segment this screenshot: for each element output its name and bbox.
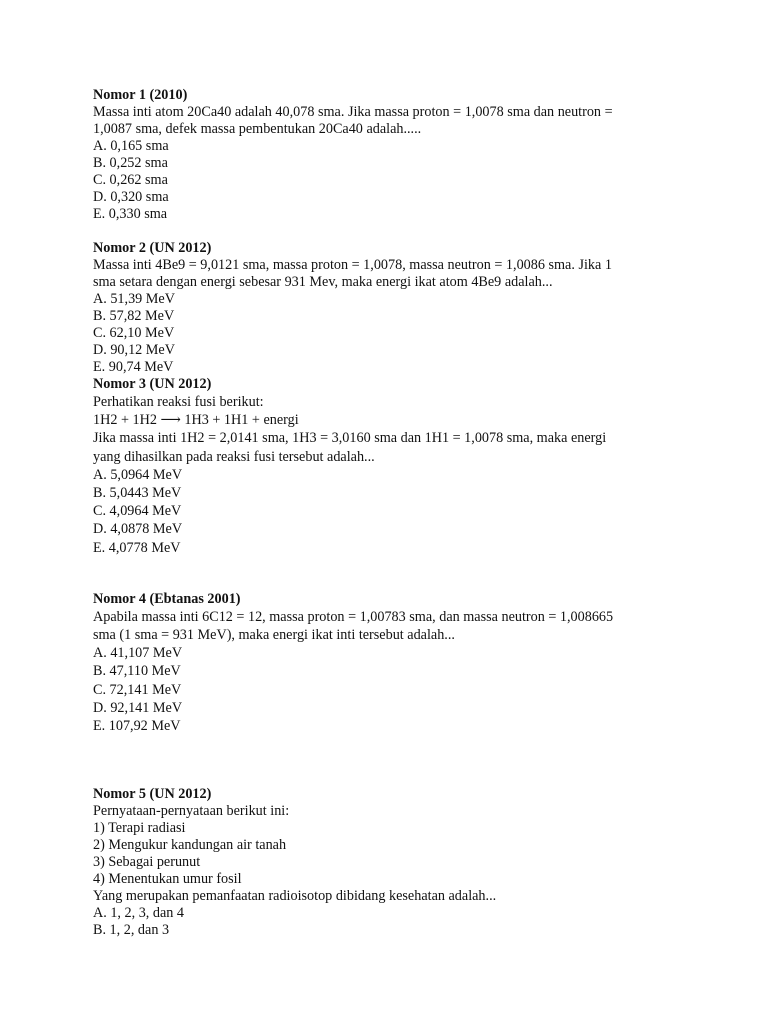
- document-page: [93, 87, 673, 939]
- question-4: [93, 591, 673, 735]
- question-title: Nomor 3 (UN 2012): [93, 376, 212, 392]
- list-item: 4) Menentukan umur fosil: [93, 871, 242, 888]
- answer-option: C. 72,141 MeV: [93, 681, 182, 698]
- reaction-equation: 1H2 + 1H2 ⟶ 1H3 + 1H1 + energi: [93, 412, 299, 429]
- question-title: Nomor 1 (2010): [93, 87, 188, 103]
- question-text: yang dihasilkan pada reaksi fusi tersebut adalah...: [93, 448, 375, 465]
- answer-option: E. 4,0778 MeV: [93, 539, 181, 556]
- answer-option: B. 47,110 MeV: [93, 663, 181, 680]
- answer-option: D. 92,141 MeV: [93, 699, 183, 716]
- answer-option: B. 1, 2, dan 3: [93, 922, 170, 939]
- spacer: [93, 223, 673, 240]
- question-text: Pernyataan-pernyataan berikut ini:: [93, 803, 290, 820]
- answer-option: A. 41,107 MeV: [93, 645, 183, 662]
- spacer: [93, 557, 673, 591]
- question-text: 1,0087 sma, defek massa pembentukan 20Ca40 adalah.....: [93, 121, 422, 137]
- question-text: Apabila massa inti 6C12 = 12, massa proton = 1,00783 sma, dan massa neutron = 1,008665: [93, 608, 614, 625]
- answer-option: A. 0,165 sma: [93, 138, 169, 154]
- answer-option: D. 0,320 sma: [93, 189, 169, 205]
- answer-option: A. 51,39 MeV: [93, 291, 175, 307]
- question-text: Massa inti atom 20Ca40 adalah 40,078 sma. Jika massa proton = 1,0078 sma dan neutron =: [93, 104, 613, 120]
- question-title: Nomor 2 (UN 2012): [93, 240, 212, 256]
- answer-option: B. 57,82 MeV: [93, 308, 175, 324]
- answer-option: C. 62,10 MeV: [93, 325, 175, 341]
- question-text: Jika massa inti 1H2 = 2,0141 sma, 1H3 = 3,0160 sma dan 1H1 = 1,0078 sma, maka energi: [93, 430, 607, 447]
- question-text: Yang merupakan pemanfaatan radioisotop dibidang kesehatan adalah...: [93, 888, 497, 905]
- question-title: Nomor 5 (UN 2012): [93, 786, 212, 803]
- answer-option: E. 0,330 sma: [93, 206, 168, 222]
- question-text: Perhatikan reaksi fusi berikut:: [93, 394, 264, 410]
- answer-option: E. 90,74 MeV: [93, 359, 174, 375]
- list-item: 2) Mengukur kandungan air tanah: [93, 837, 287, 854]
- list-item: 1) Terapi radiasi: [93, 820, 186, 837]
- answer-option: C. 0,262 sma: [93, 172, 168, 188]
- list-item: 3) Sebagai perunut: [93, 854, 201, 871]
- answer-option: A. 1, 2, 3, dan 4: [93, 905, 185, 922]
- answer-option: D. 4,0878 MeV: [93, 521, 183, 538]
- question-title: Nomor 4 (Ebtanas 2001): [93, 590, 241, 607]
- question-text: sma (1 sma = 931 MeV), maka energi ikat inti tersebut adalah...: [93, 627, 455, 644]
- question-5: [93, 786, 673, 939]
- answer-option: B. 0,252 sma: [93, 155, 168, 171]
- answer-option: C. 4,0964 MeV: [93, 503, 182, 520]
- spacer: [93, 735, 673, 786]
- answer-option: E. 107,92 MeV: [93, 718, 181, 735]
- question-text: Massa inti 4Be9 = 9,0121 sma, massa proton = 1,0078, massa neutron = 1,0086 sma. Jika 1: [93, 257, 612, 273]
- question-1: [93, 87, 673, 223]
- question-2: [93, 240, 673, 376]
- answer-option: D. 90,12 MeV: [93, 342, 175, 358]
- answer-option: A. 5,0964 MeV: [93, 466, 183, 483]
- question-text: sma setara dengan energi sebesar 931 Mev, maka energi ikat atom 4Be9 adalah...: [93, 274, 553, 290]
- question-3: [93, 376, 673, 557]
- answer-option: B. 5,0443 MeV: [93, 485, 182, 502]
